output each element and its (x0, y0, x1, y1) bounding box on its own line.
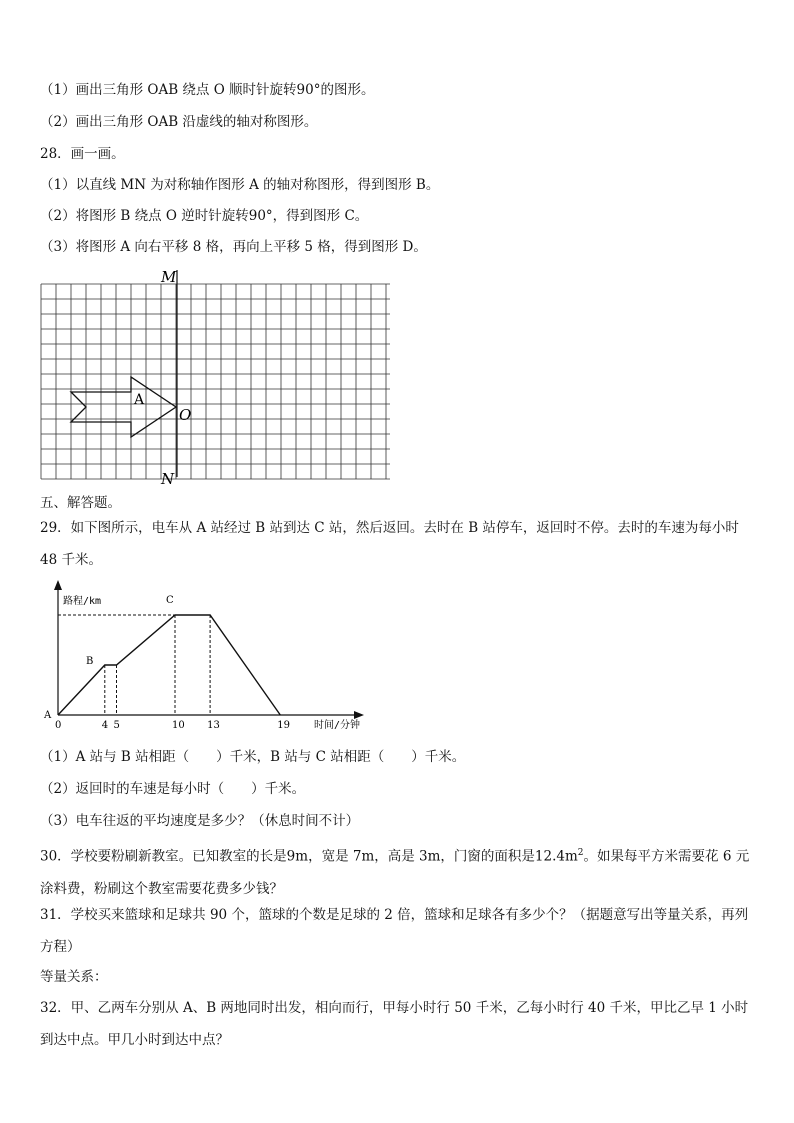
point-label-b: B (86, 656, 94, 667)
q28-part2: （2）将图形 B 绕点 O 逆时针旋转90°，得到图形 C。 (40, 208, 369, 224)
point-label-c: C (166, 595, 174, 606)
q29-part3: （3）电车往返的平均速度是多少？（休息时间不计） (40, 813, 360, 829)
x-tick-label: 4 (101, 720, 109, 731)
x-tick-label: 19 (277, 720, 291, 731)
q28-part3: （3）将图形 A 向右平移 8 格，再向上平移 5 格，得到图形 D。 (40, 239, 427, 255)
y-axis-label: 路程/km (63, 596, 102, 607)
q27-part2: （2）画出三角形 OAB 沿虚线的轴对称图形。 (40, 114, 318, 130)
q29-part2: （2）返回时的车速是每小时（ ）千米。 (40, 781, 306, 797)
q31-text: 31．学校买来篮球和足球共 90 个，篮球的个数是足球的 2 倍，篮球和足球各有多少个？（据题意写出等量关系，再列方程） (40, 907, 749, 955)
x-axis-label: 时间/分钟 (314, 720, 361, 731)
shape-a (71, 377, 176, 437)
q29-part1: （1）A 站与 B 站相距（ ）千米，B 站与 C 站相距（ ）千米。 (40, 749, 466, 765)
q28-title: 28．画一画。 (40, 146, 125, 162)
y-axis-arrow (54, 580, 62, 590)
x-tick-label: 0 (55, 720, 62, 731)
q32-text: 32．甲、乙两车分别从 A、B 两地同时出发，相向而行，甲每小时行 50 千米，乙每小时行 40 千米，甲比乙早 1 小时到达中点。甲几小时到达中点？ (40, 1000, 749, 1048)
q30-text (40, 837, 760, 905)
q31-equation: 等量关系： (40, 969, 108, 985)
label-m: M (161, 268, 177, 286)
x-tick-label: 5 (113, 720, 120, 731)
x-axis-arrow (354, 711, 364, 719)
label-a: A (134, 392, 145, 408)
q28-part1: （1）以直线 MN 为对称轴作图形 A 的轴对称图形，得到图形 B。 (40, 177, 440, 193)
x-tick-label: 10 (172, 720, 185, 731)
point-label-a: A (44, 710, 52, 721)
label-n: N (161, 470, 175, 488)
grid-figure (30, 262, 390, 490)
q30-post: 。如果每平方米需要花 6 元涂料费，粉刷这个教室需要花费多少钱？ (40, 848, 750, 897)
x-tick-label: 13 (207, 720, 220, 731)
q30-pre: 30．学校要粉刷新教室。已知教室的长是9m，宽是 7m，高是 3m，门窗的面积是12.4m (40, 848, 578, 865)
q30-sup: 2 (577, 848, 584, 858)
section-title: 五、解答题。 (40, 495, 121, 511)
distance-time-chart (38, 580, 368, 740)
q29-text: 29．如下图所示，电车从 A 站经过 B 站到达 C 站，然后返回。去时在 B 站停车，返回时不停。去时的车速为每小时 48 千米。 (40, 520, 739, 568)
label-o: O (179, 406, 192, 424)
grid-lines (41, 284, 390, 479)
q27-part1: （1）画出三角形 OAB 绕点 O 顺时针旋转90°的图形。 (40, 82, 375, 98)
